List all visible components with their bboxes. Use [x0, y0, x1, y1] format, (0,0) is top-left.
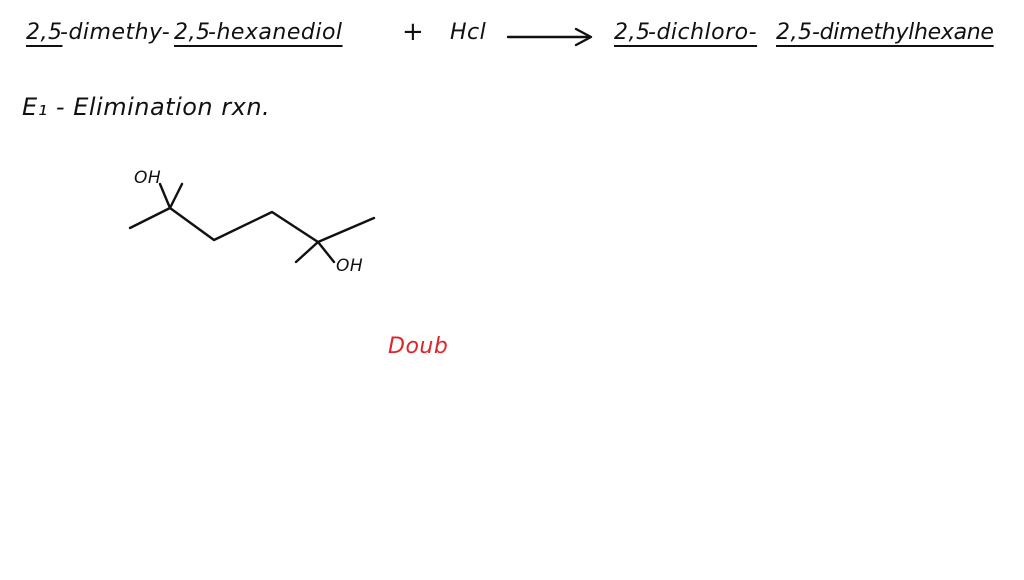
reaction-type-label: E₁ - Elimination rxn.	[22, 93, 271, 121]
oh-label-bottom: OH	[336, 256, 364, 276]
product-name: -dimethylhexane	[812, 20, 994, 45]
bond-c2-methyl	[170, 184, 182, 208]
reagent-hcl: Hcl	[450, 20, 487, 45]
reactant-name: -hexanediol	[208, 20, 343, 45]
bond-c5-methyl	[296, 242, 318, 262]
reactant-locant-2: 2,5	[174, 20, 211, 45]
product-locant-1: 2,5	[614, 20, 651, 45]
product-locant-2: 2,5	[776, 20, 813, 45]
bond-c2-oh	[160, 184, 170, 208]
annotation-doub: Doub	[388, 334, 449, 359]
plus-sign: +	[402, 17, 425, 47]
reactant-locant-1: 2,5	[26, 20, 63, 45]
oh-label-top: OH	[134, 168, 162, 188]
reactant-mid-text-1: -dimethy-	[60, 20, 171, 45]
product-mid-text: -dichloro-	[648, 20, 758, 45]
bond-c5-oh	[318, 242, 334, 262]
carbon-chain	[130, 208, 374, 242]
